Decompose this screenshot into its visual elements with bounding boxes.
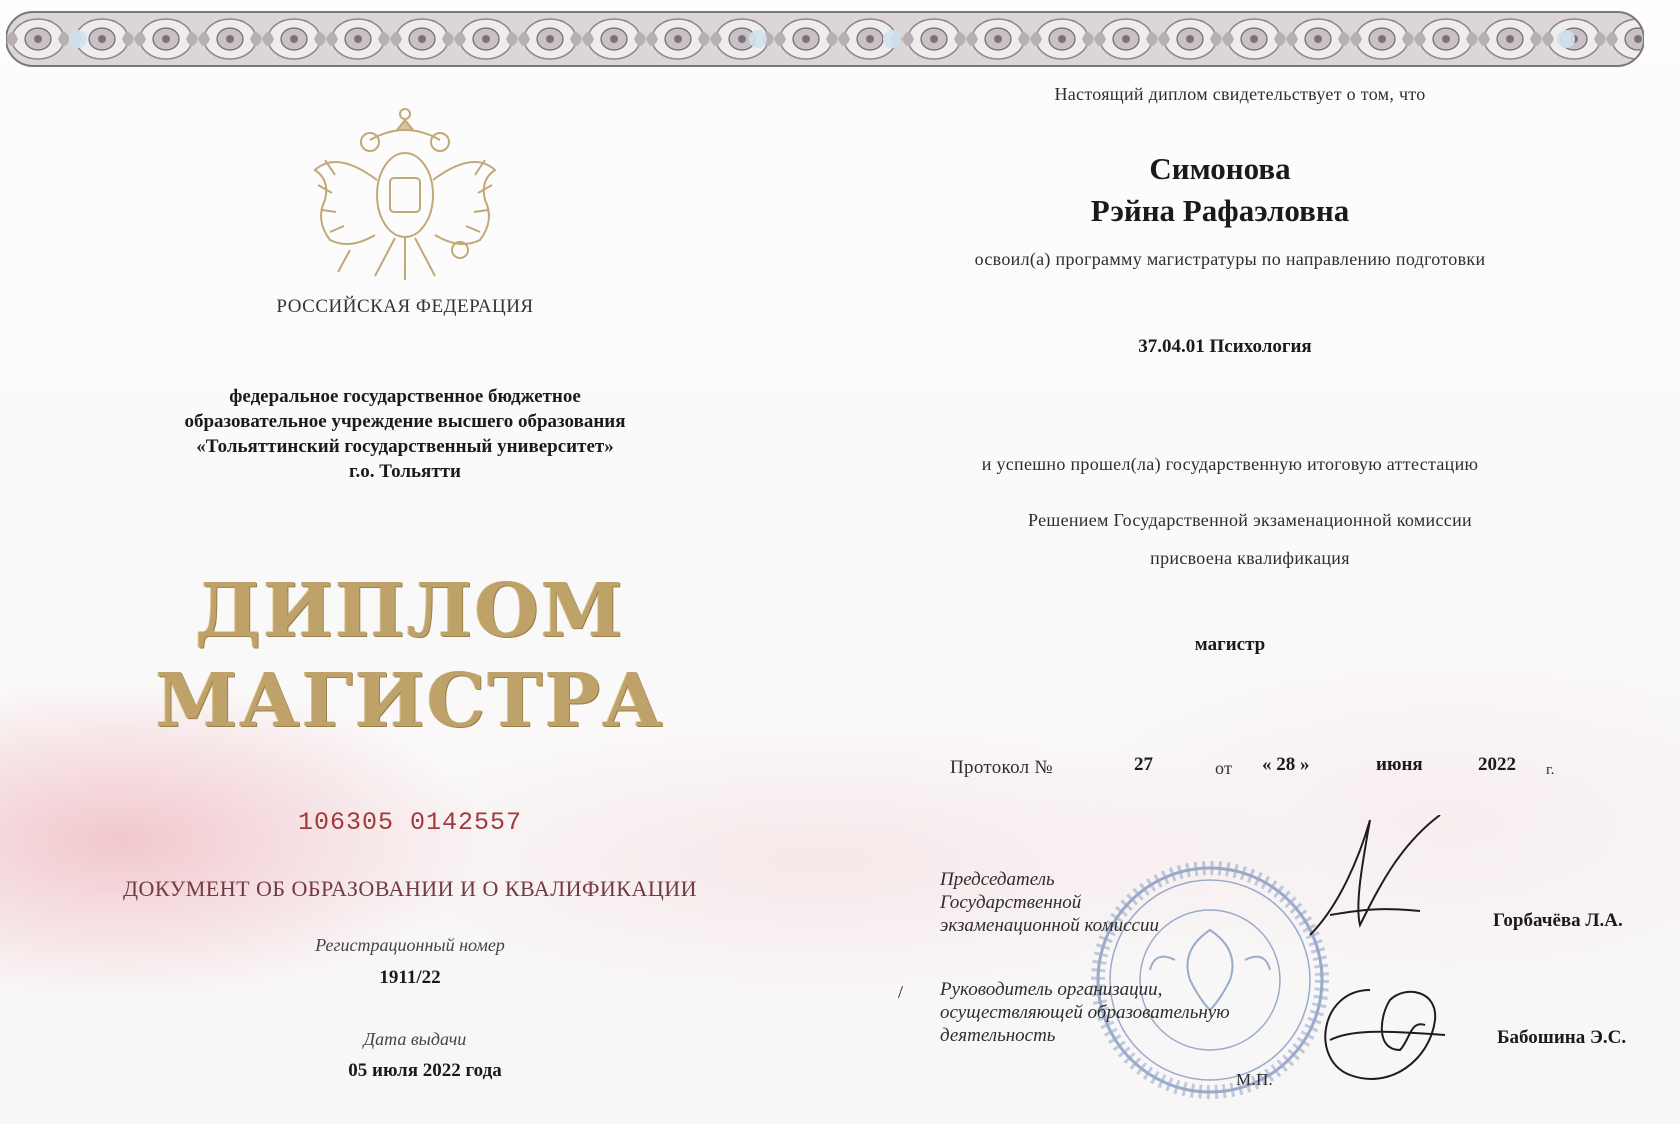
org-city: г.о. Тольятти <box>349 461 461 482</box>
document-type: ДОКУМЕНТ ОБ ОБРАЗОВАНИИ И О КВАЛИФИКАЦИИ <box>122 876 697 901</box>
issue-date-label: Дата выдачи <box>363 1029 467 1049</box>
graduate-name <box>980 148 1460 232</box>
serial-number: 106305 0142557 <box>297 808 523 837</box>
chair-title-line: Государственной <box>940 892 1082 913</box>
decision-line-1: Решением Государственной экзаменационной комиссии <box>1028 510 1472 530</box>
registration-label: Регистрационный номер <box>315 935 505 955</box>
passed-text: и успешно прошел(ла) государственную итоговую аттестацию <box>981 454 1479 474</box>
chair-name: Горбачёва Л.А. <box>1493 910 1623 931</box>
protocol-from: от <box>1215 758 1233 778</box>
separator-mark: / <box>898 982 904 1002</box>
chair-title <box>940 868 1240 937</box>
seal-label: М.П. <box>1236 1070 1274 1089</box>
org-line: образовательное учреждение высшего образования <box>184 411 626 432</box>
title-line-1: ДИПЛОМ <box>195 568 625 654</box>
signature-head-icon <box>1310 980 1450 1090</box>
registration-number: 1911/22 <box>379 967 441 988</box>
chair-title-line: Председатель <box>940 869 1055 890</box>
protocol-number: 27 <box>1134 754 1153 775</box>
protocol-day: « 28 » <box>1262 754 1310 775</box>
protocol-year-suffix: г. <box>1546 762 1555 778</box>
org-line: «Тольяттинский государственный университет» <box>196 436 614 457</box>
program-text: освоил(а) программу магистратуры по направлению подготовки <box>974 249 1486 269</box>
head-name: Бабошина Э.С. <box>1497 1027 1627 1048</box>
qualification: магистр <box>1194 634 1266 655</box>
intro-text: Настоящий диплом свидетельствует о том, что <box>1054 84 1426 104</box>
coat-of-arms-icon <box>300 100 510 300</box>
issue-date: 05 июля 2022 года <box>348 1060 502 1081</box>
organization-name <box>100 384 710 484</box>
chair-title-line: экзаменационной комиссии <box>940 915 1159 936</box>
head-title <box>940 978 1320 1047</box>
head-title-line: деятельность <box>940 1025 1056 1046</box>
head-title-line: Руководитель организации, <box>940 979 1163 1000</box>
decision-line-2: присвоена квалификация <box>1150 548 1350 568</box>
ornamental-border <box>6 10 1644 68</box>
diploma-title <box>140 566 680 746</box>
graduate-surname: Симонова <box>1149 151 1291 186</box>
protocol-label: Протокол № <box>950 757 1053 778</box>
graduate-given-names: Рэйна Рафаэловна <box>1090 193 1350 228</box>
head-title-line: осуществляющей образовательную <box>940 1002 1230 1023</box>
protocol-month: июня <box>1376 754 1423 775</box>
country-name: РОССИЙСКАЯ ФЕДЕРАЦИЯ <box>276 296 534 317</box>
program-name: 37.04.01 Психология <box>1138 336 1312 357</box>
title-line-2: МАГИСТРА <box>155 658 665 744</box>
org-line: федеральное государственное бюджетное <box>229 386 581 407</box>
signature-chair-icon <box>1300 815 1450 945</box>
protocol-year: 2022 <box>1478 754 1516 775</box>
